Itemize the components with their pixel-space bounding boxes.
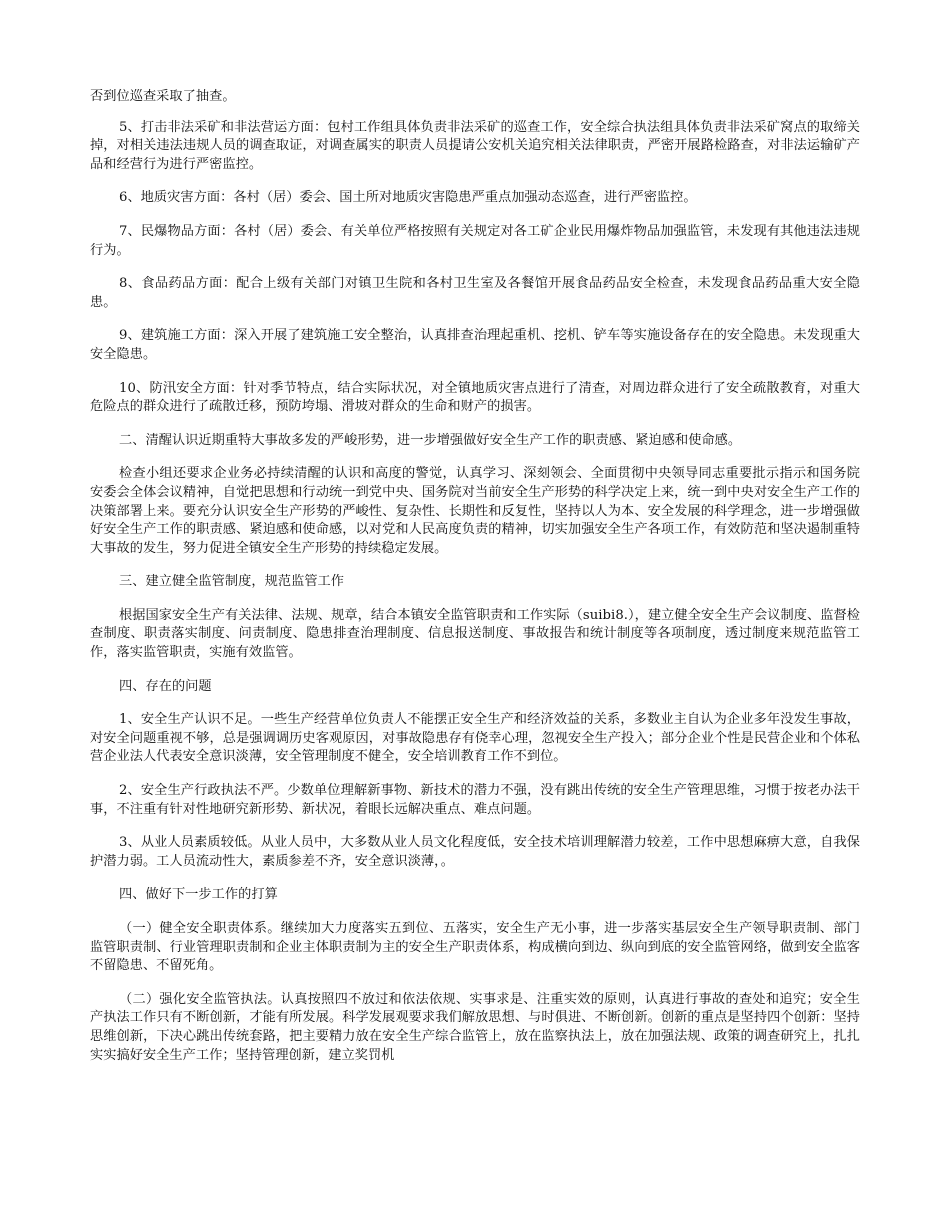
paragraph-continuation: 否到位巡查采取了抽查。 xyxy=(90,89,236,104)
paragraph-supervision-enforcement: （二）强化安全监管执法。认真按照四不放过和依法依规、实事求是、注重实效的原则，认真进行事故的查处和追究；安全生产执法工作只有不断创新，才能有所发展。科学发展观要求我们解放思想、与时俱进、不断创新。创新的重点是坚持四个创新：坚持思维创新，下决心跳出传统套路，把主要精力放在安全生产综合监管上，放在监察执法上，放在加强法规、政策的调查研究上，扎扎实实搞好安全生产工作；坚持管理创新，建立奖罚机 xyxy=(90,991,860,1063)
section-heading-problems: 四、存在的问题 xyxy=(119,678,212,694)
paragraph-problem-personnel: 3、从业人员素质较低。从业人员中，大多数从业人员文化程度低，安全技术培训理解潜力较差，工作中思想麻痹大意，自我保护潜力弱。工人员流动性大，素质参差不齐，安全意识淡薄，。 xyxy=(90,835,860,869)
section-heading-two: 二、清醒认识近期重特大事故多发的严峻形势，进一步增强做好安全生产工作的职责感、紧迫感和使命感。 xyxy=(119,432,742,448)
paragraph-responsibility-system: （一）健全安全职责体系。继续加大力度落实五到位、五落实，安全生产无小事，进一步落实基层安全生产领导职责制、部门监管职责制、行业管理职责制和企业主体职责制为主的安全生产职责体系，构成横向到边、纵向到底的安全监管网络，做到安全监客不留隐患、不留死角。 xyxy=(90,921,860,974)
section-heading-next-steps: 四、做好下一步工作的打算 xyxy=(119,887,278,903)
paragraph-inspection-team: 检查小组还要求企业务必持续清醒的认识和高度的警觉，认真学习、深刻领会、全面贯彻中央领导同志重要批示指示和国务院安委会全体会议精神，自觉把思想和行动统一到党中央、国务院对当前安全生产形势的科学决定上来，统一到中央对安全生产工作的决策部署上来。要充分认识安全生产形势的严峻性、复杂性、长期性和反复性，坚持以人为本、安全发展的科学理念，进一步增强做好安全生产工作的职责感、紧迫感和使命感，以对党和人民高度负责的精神，切实加强安全生产各项工作，有效防范和坚决遏制重特大事故的发生，努力促进全镇安全生产形势的持续稳定发展。 xyxy=(90,466,860,556)
paragraph-problem-awareness: 1、安全生产认识不足。一些生产经营单位负责人不能摆正安全生产和经济效益的关系，多数业主自认为企业多年没发生事故，对安全问题重视不够，总是强调调历史客观原因，对事故隐患存有侥幸心理，忽视安全生产投入；部分企业个性是民营企业和个体私营企业法人代表安全意识淡薄，安全管理制度不健全，安全培训教育工作不到位。 xyxy=(90,712,860,765)
paragraph-construction: 9、建筑施工方面：深入开展了建筑施工安全整治，认真排查治理起重机、挖机、铲车等实施设备存在的安全隐患。未发现重大安全隐患。 xyxy=(90,328,860,362)
paragraph-illegal-mining: 5、打击非法采矿和非法营运方面：包村工作组具体负责非法采矿的巡查工作，安全综合执法组具体负责非法采矿窝点的取缔关掉，对相关违法违规人员的调查取证，对调查属实的职责人员提请公安机关追究相关法律职责，严密开展路检路查，对非法运输矿产品和经营行为进行严密监控。 xyxy=(90,119,860,172)
paragraph-explosives: 7、民爆物品方面：各村（居）委会、有关单位严格按照有关规定对各工矿企业民用爆炸物品加强监管，未发现有其他违法违规行为。 xyxy=(90,223,860,258)
paragraph-flood-control: 10、防汛安全方面：针对季节特点，结合实际状况，对全镇地质灾害点进行了清查，对周边群众进行了安全疏散教育，对重大危险点的群众进行了疏散迁移，预防垮塌、滑坡对群众的生命和财产的损害。 xyxy=(90,380,860,415)
paragraph-food-drugs: 8、食品药品方面：配合上级有关部门对镇卫生院和各村卫生室及各餐馆开展食品药品安全检查，未发现食品药品重大安全隐患。 xyxy=(90,276,860,310)
paragraph-regulations: 根据国家安全生产有关法律、法规、规章，结合本镇安全监管职责和工作实际（suibi8.），建立健全安全生产会议制度、监督检查制度、职责落实制度、问责制度、隐患排查治理制度、信息报送制度、事故报告和统计制度等各项制度，透过制度来规范监管工作，落实监管职责，实施有效监管。 xyxy=(90,607,860,661)
section-heading-three: 三、建立健全监管制度，规范监管工作 xyxy=(119,574,345,590)
paragraph-geological-hazards: 6、地质灾害方面：各村（居）委会、国土所对地质灾害隐患严重点加强动态巡查，进行严密监控。 xyxy=(119,190,697,206)
paragraph-problem-enforcement: 2、安全生产行政执法不严。少数单位理解新事物、新技术的潜力不强，没有跳出传统的安全生产管理思维，习惯于按老办法干事，不注重有针对性地研究新形势、新状况，着眼长远解决重点、难点问题。 xyxy=(90,783,860,817)
